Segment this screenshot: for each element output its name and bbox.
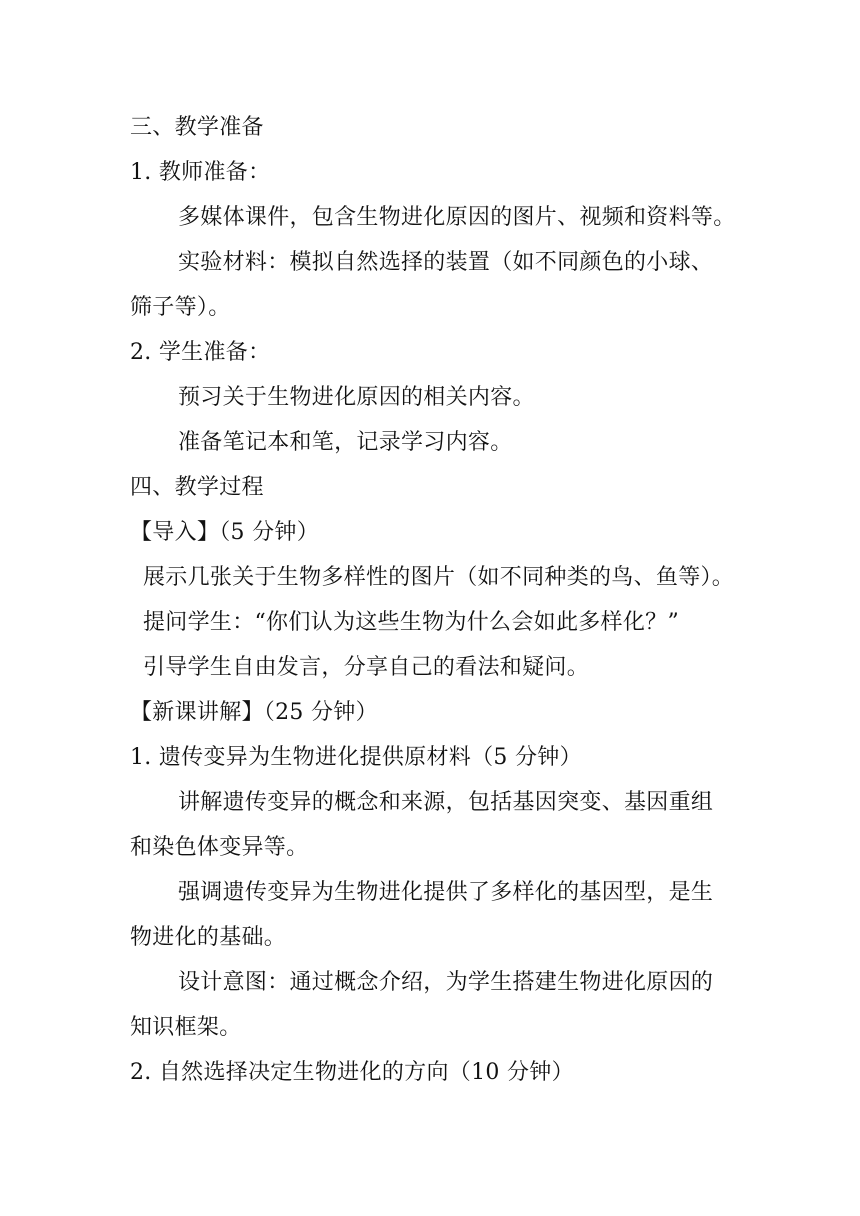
paragraph-line: 实验材料：模拟自然选择的装置（如不同颜色的小球、: [178, 250, 714, 275]
paragraph-line: 和染色体变异等。: [130, 835, 309, 860]
paragraph-line: 准备笔记本和笔，记录学习内容。: [178, 430, 513, 455]
numbered-heading: 1. 教师准备：: [130, 160, 271, 185]
paragraph-line: 强调遗传变异为生物进化提供了多样化的基因型，是生: [178, 880, 714, 905]
paragraph-line: 物进化的基础。: [130, 925, 287, 950]
numbered-heading: 1. 遗传变异为生物进化提供原材料（5 分钟）: [130, 745, 582, 770]
paragraph-line: 提问学生：“你们认为这些生物为什么会如此多样化？”: [143, 610, 679, 635]
paragraph-line: 预习关于生物进化原因的相关内容。: [178, 385, 535, 410]
subsection-heading: 【导入】（5 分钟）: [130, 520, 319, 545]
paragraph-line: 设计意图：通过概念介绍，为学生搭建生物进化原因的: [178, 970, 714, 995]
paragraph-line: 引导学生自由发言，分享自己的看法和疑问。: [143, 655, 590, 680]
paragraph-line: 筛子等）。: [130, 295, 231, 320]
paragraph-line: 知识框架。: [130, 1015, 242, 1040]
paragraph-line: 展示几张关于生物多样性的图片（如不同种类的鸟、鱼等）。: [143, 565, 735, 590]
section-heading: 三、教学准备: [130, 115, 264, 140]
section-heading: 四、教学过程: [130, 475, 264, 500]
numbered-heading: 2. 自然选择决定生物进化的方向（10 分钟）: [130, 1060, 574, 1085]
paragraph-line: 讲解遗传变异的概念和来源，包括基因突变、基因重组: [178, 790, 714, 815]
subsection-heading: 【新课讲解】（25 分钟）: [130, 700, 378, 725]
paragraph-line: 多媒体课件，包含生物进化原因的图片、视频和资料等。: [178, 205, 736, 230]
numbered-heading: 2. 学生准备：: [130, 340, 271, 365]
